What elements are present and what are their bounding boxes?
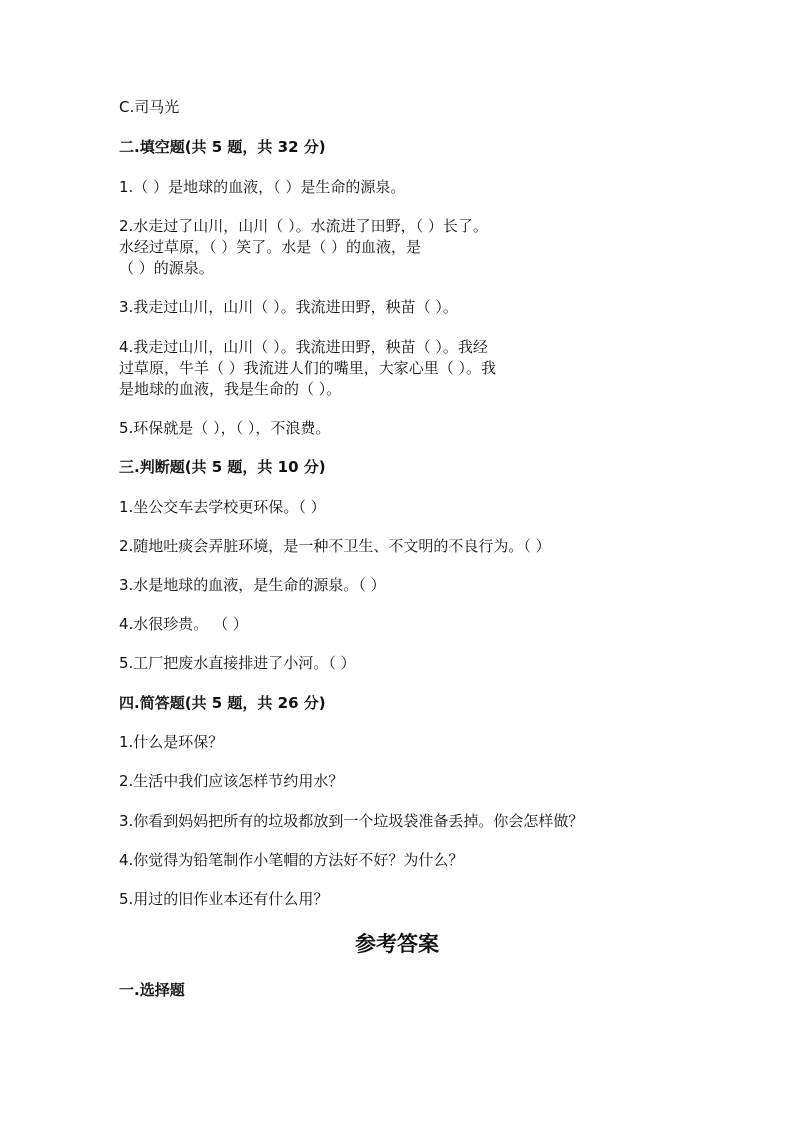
fill-question-4-line-2: 过草原，牛羊（ ）我流进人们的嘴里，大家心里（ ）。我	[119, 359, 497, 377]
fill-question-2-line-3: （ ）的源泉。	[119, 259, 214, 277]
section-judgment-heading: 三.判断题(共 5 题，共 10 分)	[119, 458, 326, 476]
answer-key-title: 参考答案	[355, 931, 439, 956]
short-question-5: 5.用过的旧作业本还有什么用？	[119, 890, 329, 908]
judge-question-3: 3.水是地球的血液，是生命的源泉。（ ）	[119, 576, 386, 594]
fill-question-2-line-2: 水经过草原，（ ）笑了。水是（ ）的血液，是	[119, 238, 422, 256]
fill-question-4-line-3: 是地球的血液，我是生命的（ ）。	[119, 380, 342, 398]
fill-question-1: 1.（ ）是地球的血液，（ ）是生命的源泉。	[119, 178, 406, 196]
judge-question-2: 2.随地吐痰会弄脏环境，是一种不卫生、不文明的不良行为。（ ）	[119, 537, 551, 555]
short-question-3: 3.你看到妈妈把所有的垃圾都放到一个垃圾袋准备丢掉。你会怎样做？	[119, 812, 584, 830]
short-question-2: 2.生活中我们应该怎样节约用水？	[119, 772, 344, 790]
judge-question-5: 5.工厂把废水直接排进了小河。（ ）	[119, 654, 356, 672]
fill-question-4-line-1: 4.我走过山川，山川（ ）。我流进田野，秧苗（ ）。我经	[119, 338, 488, 356]
judge-question-4: 4.水很珍贵。 （ ）	[119, 615, 248, 633]
fill-question-3: 3.我走过山川，山川（ ）。我流进田野，秧苗（ ）。	[119, 298, 458, 316]
fill-question-2-line-1: 2.水走过了山川，山川（ ）。水流进了田野，（ ）长了。	[119, 217, 488, 235]
section-fill-in-heading: 二.填空题(共 5 题，共 32 分)	[119, 138, 326, 156]
short-question-4: 4.你觉得为铅笔制作小笔帽的方法好不好？为什么？	[119, 851, 464, 869]
answer-section-choice-heading: 一.选择题	[119, 981, 185, 999]
short-question-1: 1.什么是环保？	[119, 733, 224, 751]
section-short-answer-heading: 四.简答题(共 5 题，共 26 分)	[119, 694, 326, 712]
fill-question-5: 5.环保就是（ ），（ ），不浪费。	[119, 419, 331, 437]
judge-question-1: 1.坐公交车去学校更环保。（ ）	[119, 498, 326, 516]
option-c: C.司马光	[119, 98, 180, 116]
